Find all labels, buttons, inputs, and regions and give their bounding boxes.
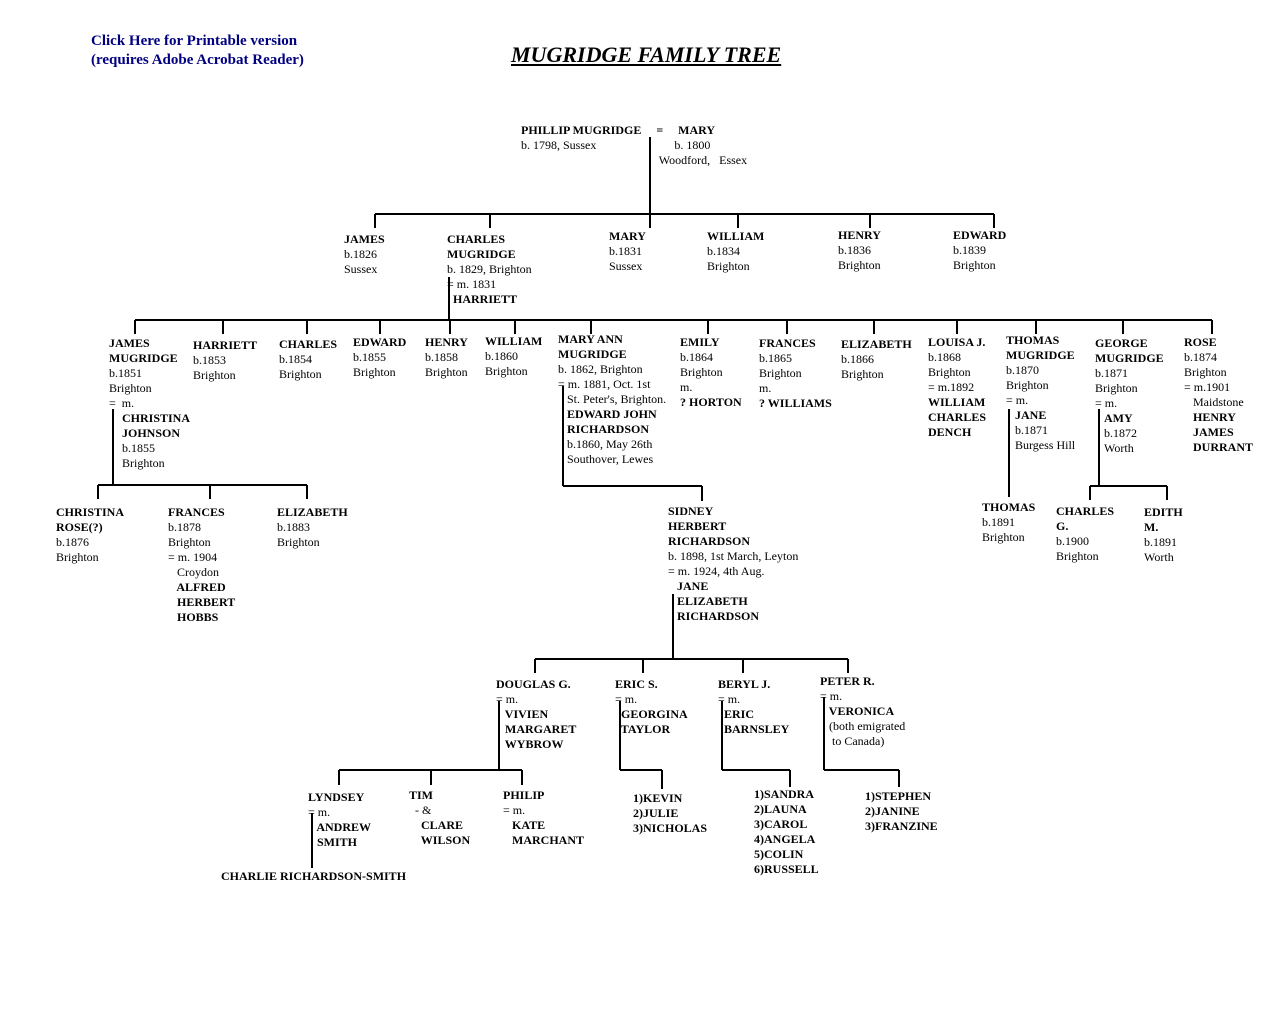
node-text-line: KATE [503, 818, 546, 832]
node-text-line: Brighton [680, 365, 723, 379]
node-text-line: Brighton [1056, 549, 1099, 563]
node-text-line: = m. [503, 803, 526, 817]
person-mary-1831 [609, 229, 646, 274]
node-text-line: b.1851 [109, 366, 142, 380]
node-text-line: = m. [1006, 393, 1029, 407]
node-text-line: b.1853 [193, 353, 226, 367]
node-text-line: PETER R. [820, 674, 875, 688]
person-edward-john-richardson [567, 407, 657, 467]
node-text-line: ERIC [718, 707, 755, 721]
node-text-line: EDWARD JOHN [567, 407, 657, 421]
node-text-line: HENRY [425, 335, 468, 349]
person-elizabeth-1883 [277, 505, 348, 550]
node-text-line: DENCH [928, 425, 972, 439]
node-text-line: = m.1901 [1184, 380, 1231, 394]
node-text-line: PHILIP [503, 788, 545, 802]
person-frances-1865 [759, 336, 832, 411]
node-text-line: 5)COLIN [754, 847, 804, 861]
node-text-line: TIM [409, 788, 433, 802]
node-text-line: Brighton [425, 365, 468, 379]
node-text-line: ? WILLIAMS [759, 396, 832, 410]
node-text-line: FRANCES [759, 336, 816, 350]
person-george-mugridge-1871 [1095, 336, 1164, 411]
node-text-line: MUGRIDGE [109, 351, 178, 365]
node-text-line: b.1860 [485, 349, 518, 363]
node-text-line: 4)ANGELA [754, 832, 816, 846]
node-text-line: CHARLES [447, 232, 506, 246]
node-text-line: = m.1892 [928, 380, 975, 394]
node-text-line: HOBBS [168, 610, 219, 624]
node-text-line: M. [1144, 520, 1159, 534]
node-text-line: MUGRIDGE [1006, 348, 1075, 362]
node-text-line: 1)KEVIN [633, 791, 683, 805]
person-douglas-g [496, 677, 576, 752]
node-text-line: b.1891 [982, 515, 1015, 529]
node-text-line: 1)SANDRA [754, 787, 814, 801]
node-text-line: MUGRIDGE [1095, 351, 1164, 365]
node-text-line: = m. 1881, Oct. 1st [558, 377, 651, 391]
person-christina-johnson [122, 411, 190, 471]
person-beryl-j [718, 677, 789, 737]
node-text-line: Sussex [344, 262, 378, 276]
node-text-line: b.1872 [1104, 426, 1137, 440]
node-text-line: b.1858 [425, 350, 458, 364]
node-text-line: ELIZABETH [668, 594, 748, 608]
person-thomas-1891 [982, 500, 1035, 545]
person-amy-1872 [1104, 411, 1137, 456]
person-jane-1871 [1015, 408, 1075, 453]
node-text-line: b.1865 [759, 351, 792, 365]
node-text-line: 3)NICHOLAS [633, 821, 708, 835]
node-text-line: (both emigrated [820, 719, 906, 733]
node-text-line: CHRISTINA [122, 411, 191, 425]
node-text-line: b.1871 [1095, 366, 1128, 380]
node-text-line: JAMES [1184, 425, 1234, 439]
node-text-line: Southover, Lewes [567, 452, 654, 466]
printable-version-link[interactable] [91, 32, 304, 70]
node-text-line: GEORGE [1095, 336, 1148, 350]
person-emily-1864 [680, 335, 742, 410]
node-text-line: b.1871 [1015, 423, 1048, 437]
node-text-line: FRANCES [168, 505, 225, 519]
node-text-line: CHARLIE RICHARDSON-SMITH [221, 869, 407, 883]
node-text-line: b.1836 [838, 243, 871, 257]
node-text-line: Brighton [168, 535, 211, 549]
page-title: MUGRIDGE FAMILY TREE [511, 42, 782, 67]
node-text-line: b.1826 [344, 247, 377, 261]
node-text-line: Brighton [759, 366, 802, 380]
node-text-line: m. [759, 381, 772, 395]
node-text-line: SMITH [308, 835, 358, 849]
node-text-line: Brighton [707, 259, 750, 273]
node-text-line: RICHARDSON [668, 534, 751, 548]
node-text-line: b. 1898, 1st March, Leyton [668, 549, 799, 563]
person-rose-1874 [1184, 335, 1253, 455]
node-text-line: = m. 1831 [447, 277, 497, 291]
node-text-line: b.1870 [1006, 363, 1039, 377]
node-text-line: ROSE(?) [56, 520, 103, 534]
node-text-line: JOHNSON [122, 426, 181, 440]
node-text-line: VERONICA [820, 704, 895, 718]
node-text-line: WYBROW [496, 737, 564, 751]
node-text-line: b.1883 [277, 520, 310, 534]
node-text-line: b. 1829, Brighton [447, 262, 532, 276]
node-text-line: = m. [109, 396, 135, 410]
node-text-line: ELIZABETH [841, 337, 912, 351]
person-william-1834 [707, 229, 764, 274]
node-text-line: = m. [820, 689, 843, 703]
person-henry-1836 [838, 228, 881, 273]
node-text-line: b.1900 [1056, 534, 1089, 548]
node-text-line: LOUISA J. [928, 335, 986, 349]
person-william-1860 [485, 334, 542, 379]
node-text-line: b.1874 [1184, 350, 1217, 364]
node-text-line: Worth [1104, 441, 1134, 455]
node-text-line: Worth [1144, 550, 1174, 564]
person-louisa-j-1868 [928, 335, 986, 440]
person-eric-s [615, 677, 688, 737]
node-text-line: MUGRIDGE [447, 247, 516, 261]
person-philip [503, 788, 584, 848]
node-text-line: VIVIEN [496, 707, 549, 721]
node-text-line: CHARLES [928, 410, 987, 424]
node-text-line: Brighton [485, 364, 528, 378]
node-text-line: Brighton [953, 258, 996, 272]
node-text-line: EDWARD [353, 335, 407, 349]
node-text-line: ELIZABETH [277, 505, 348, 519]
beryl-children-list [754, 787, 819, 877]
node-text-line: m. [680, 380, 693, 394]
eric-children-list [633, 791, 707, 836]
node-text-line: LYNDSEY [308, 790, 365, 804]
node-text-line: 6)RUSSELL [754, 862, 819, 876]
node-text-line: b.1866 [841, 352, 874, 366]
node-text-line: HENRY [1184, 410, 1236, 424]
node-text-line: SIDNEY [668, 504, 714, 518]
printable-link-text[interactable]: Click Here for Printable version [91, 33, 298, 49]
node-text-line: ERIC S. [615, 677, 658, 691]
node-text-line: 2)JANINE [865, 804, 920, 818]
person-tim [409, 788, 470, 848]
node-text-line: EDITH [1144, 505, 1183, 519]
node-text-line: b.1868 [928, 350, 961, 364]
node-text-line: = m. [308, 805, 331, 819]
person-elizabeth-1866 [841, 337, 912, 382]
node-text-line: 2)JULIE [633, 806, 679, 820]
person-charles-g-1900 [1056, 504, 1114, 564]
person-harriett-1853 [193, 338, 257, 383]
person-lyndsey [308, 790, 371, 850]
node-text-line: BERYL J. [718, 677, 771, 691]
node-text-line: Sussex [609, 259, 643, 273]
node-text-line: b.1864 [680, 350, 713, 364]
node-text-line: WILLIAM [707, 229, 765, 243]
person-charles-1854 [279, 337, 337, 382]
node-text-line: Brighton [353, 365, 396, 379]
node-text-line: b.1834 [707, 244, 740, 258]
person-james-mugridge-1851 [109, 336, 178, 411]
node-text-line: Croydon [168, 565, 219, 579]
node-text-line: HERBERT [668, 519, 727, 533]
node-text-line: WILSON [409, 833, 471, 847]
node-text-line: EMILY [680, 335, 720, 349]
person-phillip-mugridge-mary [521, 123, 747, 168]
peter-children-list [865, 789, 938, 834]
node-text-line: = m. [615, 692, 638, 706]
person-charles-mugridge-1829 [447, 232, 532, 307]
node-text-line: EDWARD [953, 228, 1007, 242]
node-text-line: JANE [668, 579, 709, 593]
node-text-line: HERBERT [168, 595, 236, 609]
person-frances-1878 [168, 505, 235, 625]
node-text-line: b.1860, May 26th [567, 437, 653, 451]
node-text-line: b.1891 [1144, 535, 1177, 549]
node-text-line: ALFRED [168, 580, 226, 594]
node-text-line: G. [1056, 519, 1069, 533]
node-text-line: b.1878 [168, 520, 201, 534]
node-text-line: Brighton [193, 368, 236, 382]
node-text-line: MUGRIDGE [558, 347, 627, 361]
node-text-line: to Canada) [820, 734, 885, 748]
node-text-line: Woodford, Essex [521, 153, 748, 167]
node-text-line: CLARE [409, 818, 464, 832]
node-text-line: b.1876 [56, 535, 89, 549]
node-text-line: MARCHANT [503, 833, 584, 847]
node-text-line: = m. [1095, 396, 1118, 410]
node-text-line: MARY ANN [558, 332, 623, 346]
node-text-line: DOUGLAS G. [496, 677, 571, 691]
node-text-line: = m. [496, 692, 519, 706]
node-text-line: 3)FRANZINE [865, 819, 938, 833]
person-christina-rose [56, 505, 124, 565]
node-text-line: WILLIAM [485, 334, 543, 348]
node-text-line: MARY [609, 229, 646, 243]
node-text-line: AMY [1104, 411, 1133, 425]
person-james-1826 [344, 232, 385, 277]
node-text-line: 3)CAROL [754, 817, 808, 831]
node-text-line: 1)STEPHEN [865, 789, 932, 803]
node-text-line: Brighton [277, 535, 320, 549]
node-text-line: = m. 1904 [168, 550, 218, 564]
node-text-line: THOMAS [1006, 333, 1060, 347]
acrobat-requirement-text[interactable]: (requires Adobe Acrobat Reader) [91, 52, 304, 68]
node-text-line: - & [409, 803, 432, 817]
node-text-line: Brighton [279, 367, 322, 381]
node-text-line: TAYLOR [615, 722, 671, 736]
node-text-line: Burgess Hill [1015, 438, 1076, 452]
node-text-line: Brighton [122, 456, 165, 470]
person-edward-1855 [353, 335, 406, 380]
node-text-line: = m. 1924, 4th Aug. [668, 564, 765, 578]
node-text-line: Brighton [109, 381, 152, 395]
node-text-line: DURRANT [1184, 440, 1253, 454]
person-charlie-richardson-smith [221, 869, 406, 884]
node-text-line: HARRIETT [447, 292, 518, 306]
node-text-line: Brighton [1006, 378, 1049, 392]
node-text-line: b. 1798, Sussex b. 1800 [521, 138, 711, 152]
node-text-line: Brighton [841, 367, 884, 381]
node-text-line: Brighton [1095, 381, 1138, 395]
person-edith-m-1891 [1144, 505, 1183, 565]
person-henry-1858 [425, 335, 468, 380]
person-thomas-mugridge-1870 [1006, 333, 1075, 408]
person-mary-ann-mugridge [558, 332, 666, 407]
node-text-line: St. Peter's, Brighton. [558, 392, 667, 406]
node-text-line: Brighton [928, 365, 971, 379]
node-text-line: WILLIAM [928, 395, 986, 409]
node-text-line: Brighton [56, 550, 99, 564]
node-text-line: JAMES [344, 232, 385, 246]
node-text-line: b. 1862, Brighton [558, 362, 643, 376]
node-text-line: BARNSLEY [718, 722, 790, 736]
node-text-line: MARGARET [496, 722, 577, 736]
node-text-line: RICHARDSON [668, 609, 760, 623]
node-text-line: ANDREW [308, 820, 372, 834]
person-edward-1839 [953, 228, 1006, 273]
node-text-line: RICHARDSON [567, 422, 650, 436]
node-text-line: PHILLIP MUGRIDGE = MARY [521, 123, 716, 137]
person-sidney-herbert-richardson [668, 504, 798, 624]
node-text-line: Brighton [1184, 365, 1227, 379]
node-text-line: JAMES [109, 336, 150, 350]
node-text-line: ROSE [1184, 335, 1217, 349]
node-text-line: b.1855 [122, 441, 155, 455]
node-text-line: THOMAS [982, 500, 1036, 514]
node-text-line: CHARLES [279, 337, 338, 351]
person-peter-r [820, 674, 905, 749]
node-text-line: b.1831 [609, 244, 642, 258]
node-text-line: Maidstone [1184, 395, 1244, 409]
node-text-line: JANE [1015, 408, 1047, 422]
node-text-line: b.1839 [953, 243, 986, 257]
node-text-line: 2)LAUNA [754, 802, 807, 816]
node-text-line: CHRISTINA [56, 505, 125, 519]
node-text-line: Brighton [838, 258, 881, 272]
node-text-line: b.1854 [279, 352, 312, 366]
node-text-line: Brighton [982, 530, 1025, 544]
node-text-line: = m. [718, 692, 741, 706]
node-text-line: b.1855 [353, 350, 386, 364]
node-text-line: ? HORTON [680, 395, 742, 409]
node-text-line: CHARLES [1056, 504, 1115, 518]
node-text-line: GEORGINA [615, 707, 688, 721]
node-text-line: HARRIETT [193, 338, 258, 352]
node-text-line: HENRY [838, 228, 881, 242]
